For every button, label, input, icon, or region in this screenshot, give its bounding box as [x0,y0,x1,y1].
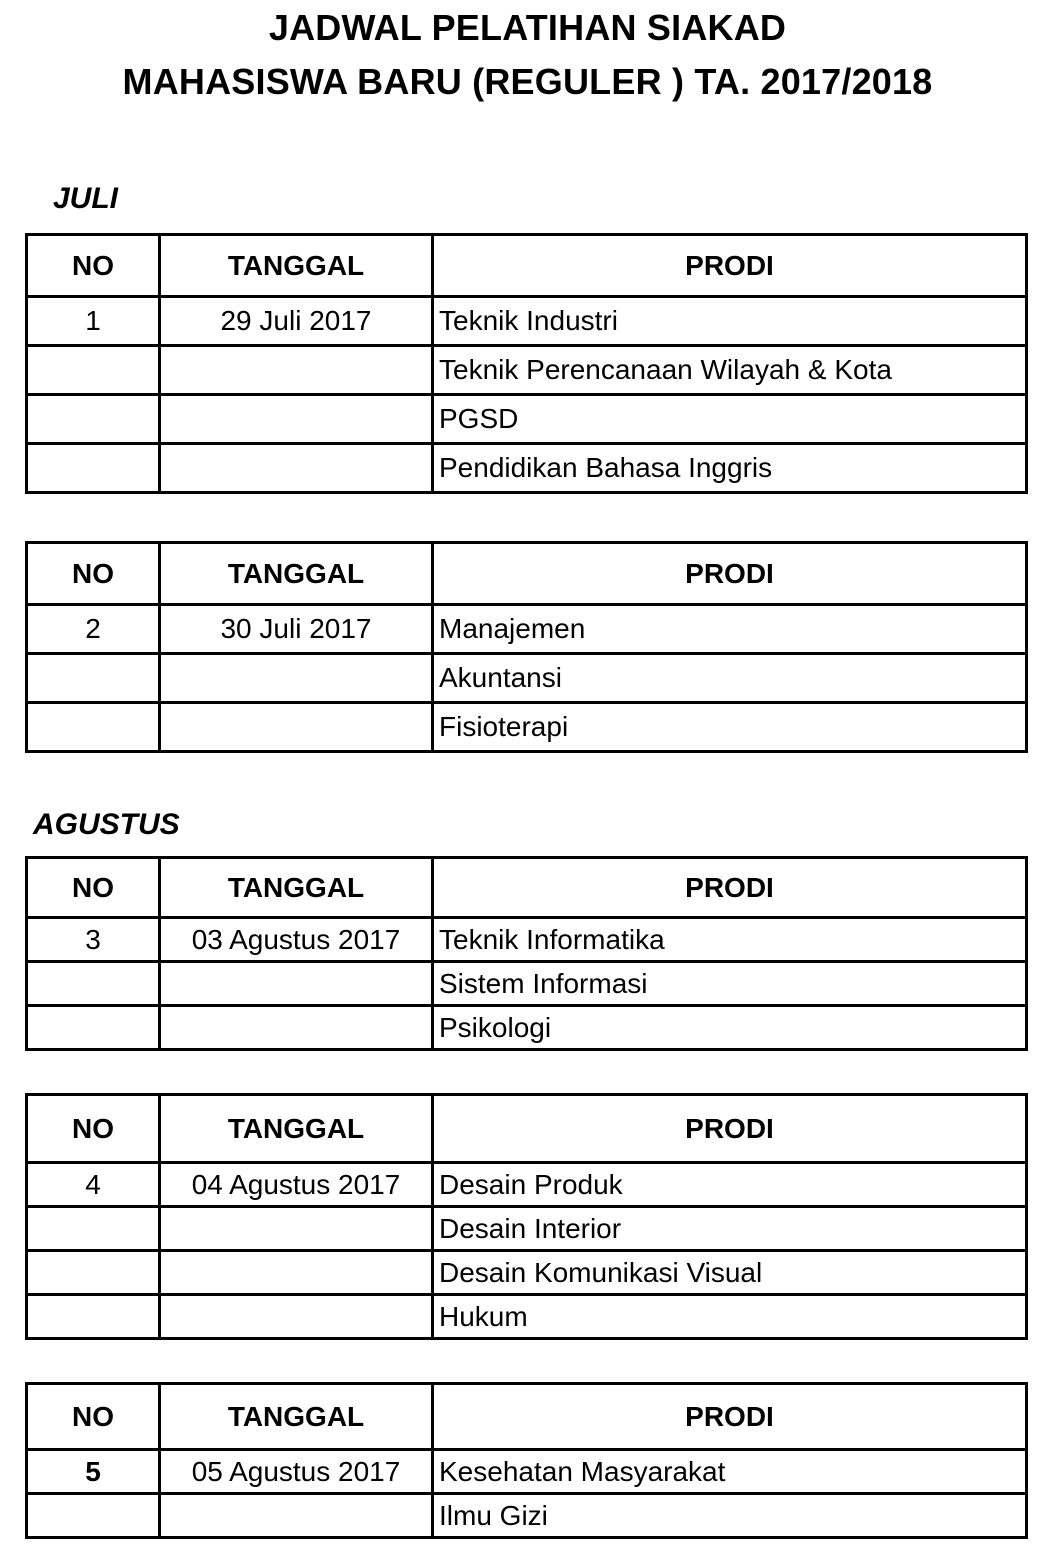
page-title: JADWAL PELATIHAN SIAKAD [268,7,787,48]
cell-prodi: Desain Produk [433,1163,1027,1207]
header-tanggal: TANGGAL [160,858,433,918]
schedule-table-3 [25,856,1028,1051]
cell-tanggal: 04 Agustus 2017 [160,1163,433,1207]
header-no: NO [27,858,160,918]
cell-no: 5 [27,1450,160,1494]
cell-no-empty [27,1006,160,1050]
cell-no: 3 [27,918,160,962]
table-row [27,1207,1027,1251]
header-row [27,858,1027,918]
cell-no: 2 [27,605,160,654]
header-row [27,1384,1027,1450]
header-prodi: PRODI [433,858,1027,918]
table-row [27,1295,1027,1339]
cell-tanggal-empty [160,962,433,1006]
month-heading-juli: JULI [53,182,119,215]
cell-prodi: Desain Komunikasi Visual [433,1251,1027,1295]
table-row [27,703,1027,752]
header-prodi: PRODI [433,1384,1027,1450]
header-no: NO [27,1384,160,1450]
table-row [27,654,1027,703]
table-row [27,1163,1027,1207]
header-row [27,1095,1027,1163]
cell-no-empty [27,654,160,703]
cell-prodi: Ilmu Gizi [433,1494,1027,1538]
table-row [27,1006,1027,1050]
table-row [27,346,1027,395]
cell-tanggal-empty [160,444,433,493]
cell-tanggal-empty [160,395,433,444]
cell-prodi: Desain Interior [433,1207,1027,1251]
table-row [27,1251,1027,1295]
cell-no: 1 [27,297,160,346]
cell-tanggal-empty [160,1207,433,1251]
header-row [27,543,1027,605]
table-row [27,297,1027,346]
table-row [27,962,1027,1006]
cell-prodi: Teknik Perencanaan Wilayah & Kota [433,346,1027,395]
cell-no-empty [27,395,160,444]
cell-prodi: Teknik Industri [433,297,1027,346]
cell-no-empty [27,1251,160,1295]
cell-prodi: Fisioterapi [433,703,1027,752]
header-tanggal: TANGGAL [160,235,433,297]
header-row [27,235,1027,297]
table-row [27,1450,1027,1494]
cell-tanggal: 03 Agustus 2017 [160,918,433,962]
cell-tanggal-empty [160,703,433,752]
cell-tanggal-empty [160,1006,433,1050]
cell-no-empty [27,962,160,1006]
header-tanggal: TANGGAL [160,543,433,605]
cell-tanggal-empty [160,346,433,395]
header-prodi: PRODI [433,1095,1027,1163]
cell-no: 4 [27,1163,160,1207]
schedule-table-2 [25,541,1028,753]
header-tanggal: TANGGAL [160,1095,433,1163]
header-prodi: PRODI [433,543,1027,605]
header-no: NO [27,1095,160,1163]
table-row [27,918,1027,962]
cell-prodi: Hukum [433,1295,1027,1339]
cell-no-empty [27,1295,160,1339]
table-row [27,395,1027,444]
cell-no-empty [27,1494,160,1538]
cell-no-empty [27,1207,160,1251]
cell-prodi: Sistem Informasi [433,962,1027,1006]
header-no: NO [27,235,160,297]
table-row [27,605,1027,654]
cell-prodi: Akuntansi [433,654,1027,703]
schedule-table-1 [25,233,1028,494]
month-heading-agustus: AGUSTUS [33,808,180,841]
header-tanggal: TANGGAL [160,1384,433,1450]
schedule-table-5 [25,1382,1028,1539]
cell-prodi: Pendidikan Bahasa Inggris [433,444,1027,493]
schedule-table-4 [25,1093,1028,1340]
cell-no-empty [27,346,160,395]
cell-tanggal: 05 Agustus 2017 [160,1450,433,1494]
cell-tanggal-empty [160,1295,433,1339]
page-subtitle: MAHASISWA BARU (REGULER ) TA. 2017/2018 [122,61,933,102]
cell-prodi: Psikologi [433,1006,1027,1050]
cell-prodi: Manajemen [433,605,1027,654]
cell-tanggal: 29 Juli 2017 [160,297,433,346]
header-no: NO [27,543,160,605]
cell-prodi: Kesehatan Masyarakat [433,1450,1027,1494]
header-prodi: PRODI [433,235,1027,297]
cell-tanggal: 30 Juli 2017 [160,605,433,654]
table-row [27,1494,1027,1538]
cell-prodi: PGSD [433,395,1027,444]
cell-tanggal-empty [160,1251,433,1295]
cell-no-empty [27,444,160,493]
cell-tanggal-empty [160,654,433,703]
cell-prodi: Teknik Informatika [433,918,1027,962]
table-row [27,444,1027,493]
cell-tanggal-empty [160,1494,433,1538]
cell-no-empty [27,703,160,752]
